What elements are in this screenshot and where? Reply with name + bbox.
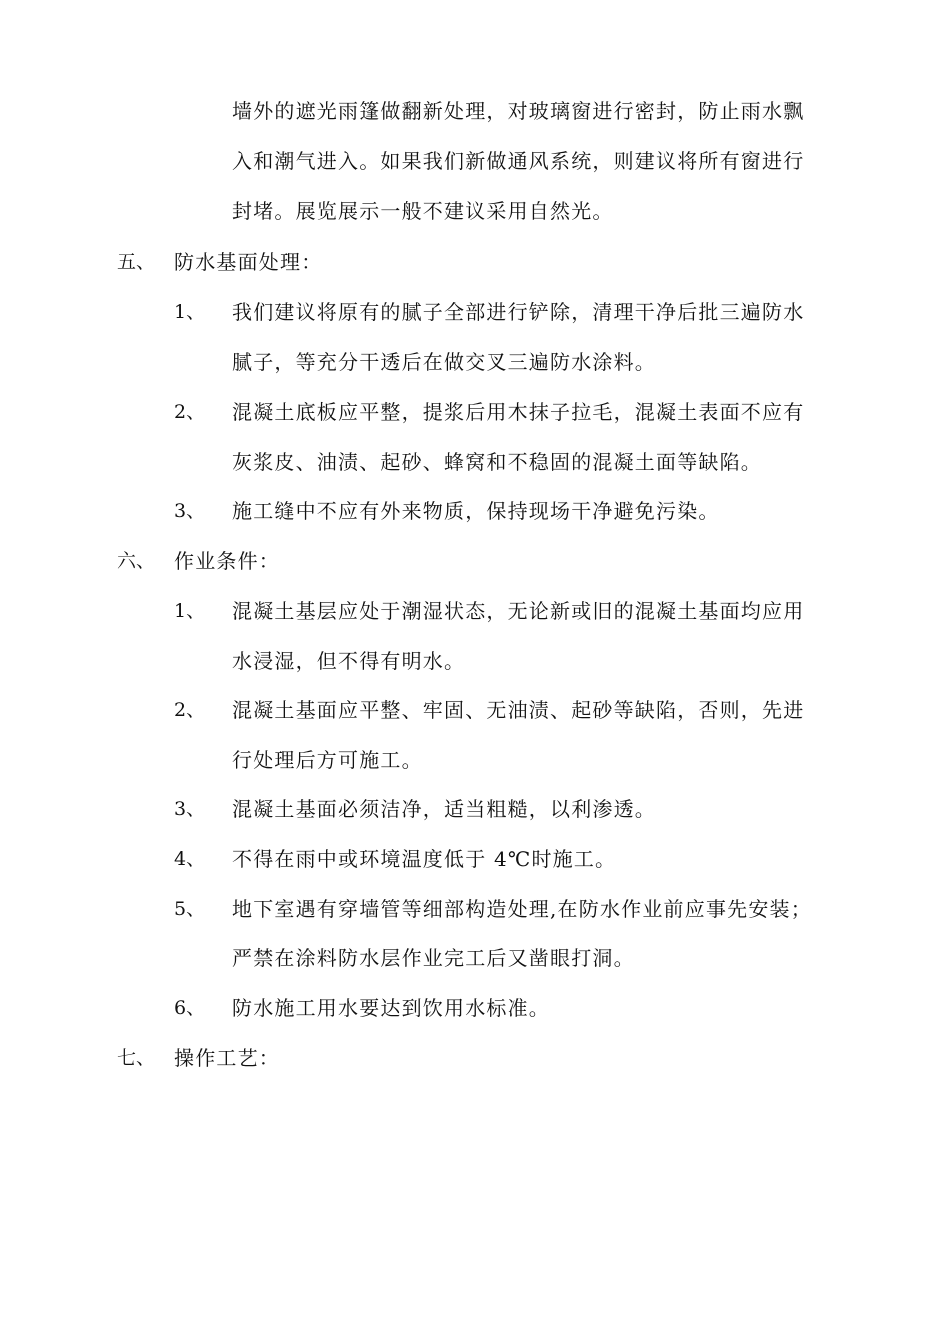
list-item-text: 水浸湿，但不得有明水。 [232, 649, 466, 673]
list-item-number: 2、 [174, 401, 206, 423]
section-heading: 防水基面处理： [174, 250, 323, 274]
list-item-text: 混凝土基层应处于潮湿状态，无论新或旧的混凝土基面均应用 [232, 599, 805, 623]
intro-line: 入和潮气进入。如果我们新做通风系统，则建议将所有窗进行 [232, 149, 805, 173]
list-item-text: 混凝土基面必须洁净，适当粗糙，以利渗透。 [232, 797, 656, 821]
list-item-number: 1、 [174, 600, 206, 622]
intro-line: 墙外的遮光雨篷做翻新处理，对玻璃窗进行密封，防止雨水飘 [232, 99, 805, 123]
section-heading: 作业条件： [174, 549, 280, 573]
list-item-text: 不得在雨中或环境温度低于 4℃时施工。 [232, 847, 617, 871]
list-item-text: 严禁在涂料防水层作业完工后又凿眼打洞。 [232, 946, 635, 970]
list-item-text: 混凝土底板应平整，提浆后用木抹子拉毛，混凝土表面不应有 [232, 400, 805, 424]
list-item-text: 混凝土基面应平整、牢固、无油渍、起砂等缺陷，否则，先进 [232, 698, 805, 722]
list-item-text: 我们建议将原有的腻子全部进行铲除，清理干净后批三遍防水 [232, 300, 805, 324]
list-item-number: 3、 [174, 798, 206, 820]
list-item-number: 2、 [174, 699, 206, 721]
list-item-number: 4、 [174, 848, 206, 870]
section-number: 六、 [117, 550, 156, 572]
list-item-number: 3、 [174, 500, 206, 522]
list-item-text: 施工缝中不应有外来物质，保持现场干净避免污染。 [232, 499, 720, 523]
list-item-text: 腻子，等充分干透后在做交叉三遍防水涂料。 [232, 350, 656, 374]
list-item-text: 灰浆皮、油渍、起砂、蜂窝和不稳固的混凝土面等缺陷。 [232, 450, 762, 474]
list-item-number: 6、 [174, 997, 206, 1019]
section-heading: 操作工艺： [174, 1046, 280, 1070]
list-item-number: 1、 [174, 301, 206, 323]
list-item-text: 行处理后方可施工。 [232, 748, 423, 772]
section-number: 五、 [117, 251, 156, 273]
list-item-text: 防水施工用水要达到饮用水标准。 [232, 996, 550, 1020]
intro-line: 封堵。展览展示一般不建议采用自然光。 [232, 199, 614, 223]
section-number: 七、 [117, 1047, 156, 1069]
list-item-number: 5、 [174, 898, 206, 920]
list-item-text: 地下室遇有穿墙管等细部构造处理,在防水作业前应事先安装； [232, 897, 812, 921]
